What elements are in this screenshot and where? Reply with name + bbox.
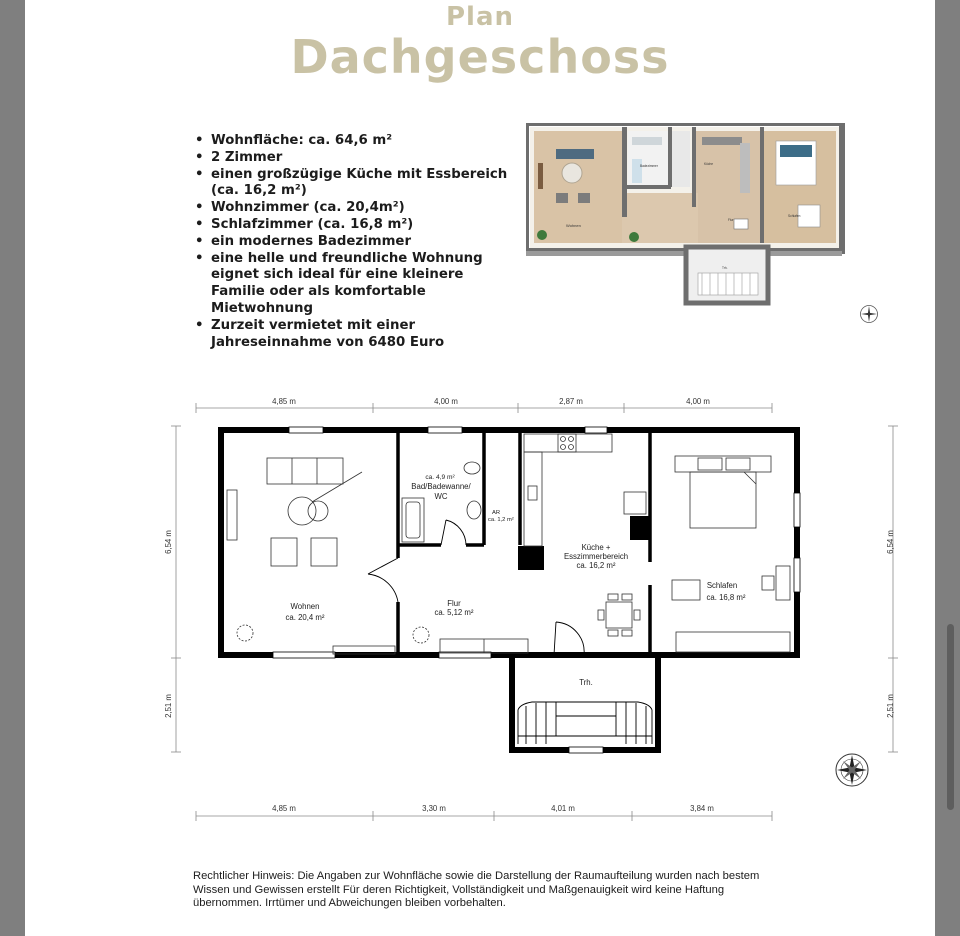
feature-item: • Zurzeit vermietet mit einer Jahreseinnahme von 6480 Euro: [195, 318, 515, 352]
room-bad-area: ca. 4,9 m²: [425, 474, 455, 481]
dim-left-2: 2,51 m: [164, 694, 173, 718]
room-flur-area: ca. 5,12 m²: [434, 608, 474, 617]
room-schlafen-name: Schlafen: [706, 581, 738, 590]
room-bad-name: Bad/Badewanne/: [411, 482, 471, 491]
mini-label-kueche: Küche: [704, 162, 714, 166]
feature-item: • Wohnzimmer (ca. 20,4m²): [195, 200, 515, 217]
dim-right-1: 6,54 m: [886, 530, 895, 554]
floor-plan-2d: [160, 390, 900, 830]
dim-bottom-4: 3,84 m: [690, 804, 714, 813]
mini-label-bad: Badezimmer: [640, 164, 658, 168]
feature-item: • ein modernes Badezimmer: [195, 234, 515, 251]
title-dachgeschoss: Dachgeschoss: [290, 30, 670, 84]
room-kueche-name: Küche +: [581, 543, 611, 552]
mini-label-schlafen: Schlafen: [788, 214, 801, 218]
room-flur-name: Flur: [447, 599, 461, 608]
dim-bottom-2: 3,30 m: [422, 804, 446, 813]
feature-item: • 2 Zimmer: [195, 150, 515, 167]
room-bad-name-2: WC: [434, 492, 448, 501]
mini-label-flur: Flur: [728, 218, 734, 222]
dim-top-3: 2,87 m: [559, 397, 583, 406]
feature-list: [195, 133, 515, 351]
dim-top-4: 4,00 m: [686, 397, 710, 406]
room-ar-area: ca. 1,2 m²: [488, 517, 514, 523]
feature-item: • Schlafzimmer (ca. 16,8 m²): [195, 217, 515, 234]
feature-item: • eine helle und freundliche Wohnung eignet sich ideal für eine kleinere Familie oder als komfortable Mietwohnung: [195, 251, 515, 318]
brochure-page: [25, 0, 935, 936]
mini-label-wohnen: Wohnen: [566, 223, 581, 228]
dim-bottom-3: 4,01 m: [551, 804, 575, 813]
dim-bottom-1: 4,85 m: [272, 804, 296, 813]
dim-right-2: 2,51 m: [886, 694, 895, 718]
mini-3d-floor-plan: [526, 123, 846, 313]
scrollbar-thumb[interactable]: [947, 624, 954, 810]
room-wohnen-name: Wohnen: [290, 602, 320, 611]
compass-rose-small-icon: [859, 304, 879, 324]
room-ar-name: AR: [492, 510, 501, 516]
legal-notice: Rechtlicher Hinweis: Die Angaben zur Wohnfläche sowie die Darstellung der Raumaufteilung wurden nach bestem Wissen und Gewissen erstellt Für deren Richtigkeit, Vollständigkeit und Maßgenauigkeit wird keine Haftung übernommen. Irrtümer und Abweichungen bleiben vorbehalten.: [193, 870, 760, 910]
outer-walls: [221, 430, 797, 750]
dim-top-2: 4,00 m: [434, 397, 458, 406]
mini-label-trh: Trh.: [722, 266, 728, 270]
title-plan: Plan: [445, 2, 515, 32]
room-kueche-area: ca. 16,2 m²: [576, 561, 616, 570]
room-trh: Trh.: [579, 678, 593, 687]
mini-room-kueche: [696, 131, 760, 243]
feature-item: • Wohnfläche: ca. 64,6 m²: [195, 133, 515, 150]
room-wohnen-area: ca. 20,4 m²: [285, 613, 325, 622]
compass-rose-icon: [836, 754, 868, 786]
dim-left-1: 6,54 m: [164, 530, 173, 554]
room-schlafen-area: ca. 16,8 m²: [706, 593, 746, 602]
staircase: [518, 702, 652, 744]
feature-item: • einen großzügige Küche mit Essbereich (ca. 16,2 m²): [195, 167, 515, 201]
room-kueche-name-2: Esszimmerbereich: [563, 552, 629, 561]
dim-top-1: 4,85 m: [272, 397, 296, 406]
